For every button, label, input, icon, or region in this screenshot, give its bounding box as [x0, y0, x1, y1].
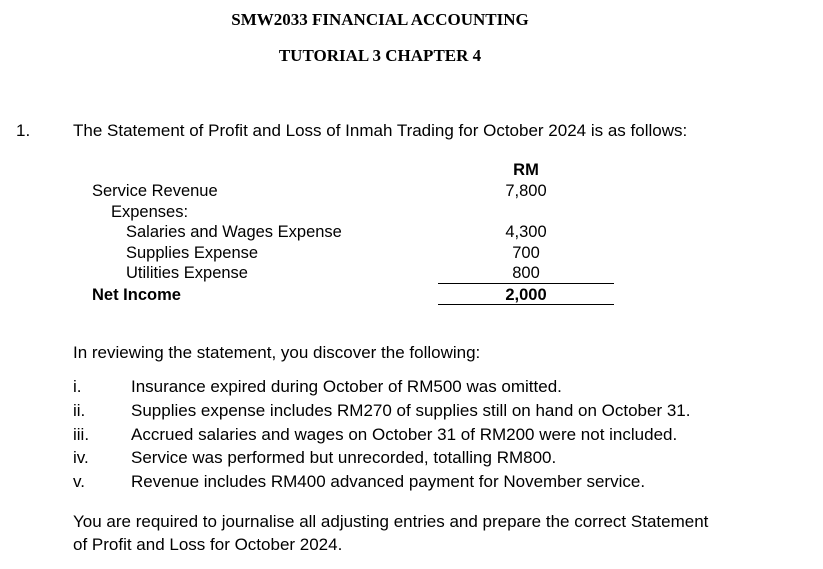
finding-marker: i.	[73, 377, 82, 396]
instruction-line-2: of Profit and Loss for October 2024.	[73, 535, 343, 554]
instruction-line-1: You are required to journalise all adjusting entries and prepare the correct Statement	[73, 512, 709, 531]
finding-marker: iii.	[73, 425, 90, 444]
finding-marker: ii.	[73, 401, 86, 420]
question-number: 1.	[16, 121, 31, 140]
findings-intro: In reviewing the statement, you discover the following:	[73, 343, 481, 362]
currency-header: RM	[513, 161, 539, 179]
finding-marker: iv.	[73, 448, 89, 467]
expense-label-salaries: Salaries and Wages Expense	[126, 223, 342, 241]
finding-text: Supplies expense includes RM270 of supplies still on hand on October 31.	[131, 401, 691, 420]
service-revenue-label: Service Revenue	[92, 182, 218, 200]
finding-text: Accrued salaries and wages on October 31 of RM200 were not included.	[131, 425, 678, 444]
service-revenue-value: 7,800	[505, 182, 547, 200]
expense-label-utilities: Utilities Expense	[126, 264, 248, 282]
finding-marker: v.	[73, 472, 85, 491]
question-intro: The Statement of Profit and Loss of Inmah Trading for October 2024 is as follows:	[73, 121, 688, 140]
total-rule	[438, 304, 614, 305]
expense-value-utilities: 800	[512, 264, 540, 282]
course-title: SMW2033 FINANCIAL ACCOUNTING	[231, 10, 529, 29]
expenses-label: Expenses:	[111, 203, 189, 221]
finding-text: Insurance expired during October of RM500 was omitted.	[131, 377, 562, 396]
finding-text: Service was performed but unrecorded, totalling RM800.	[131, 448, 557, 467]
tutorial-title: TUTORIAL 3 CHAPTER 4	[278, 46, 482, 65]
expense-value-salaries: 4,300	[505, 223, 547, 241]
net-income-label: Net Income	[92, 286, 181, 304]
subtotal-rule	[438, 283, 614, 284]
net-income-value: 2,000	[505, 286, 547, 304]
expense-label-supplies: Supplies Expense	[126, 244, 259, 262]
expense-value-supplies: 700	[512, 244, 540, 262]
finding-text: Revenue includes RM400 advanced payment for November service.	[131, 472, 646, 491]
